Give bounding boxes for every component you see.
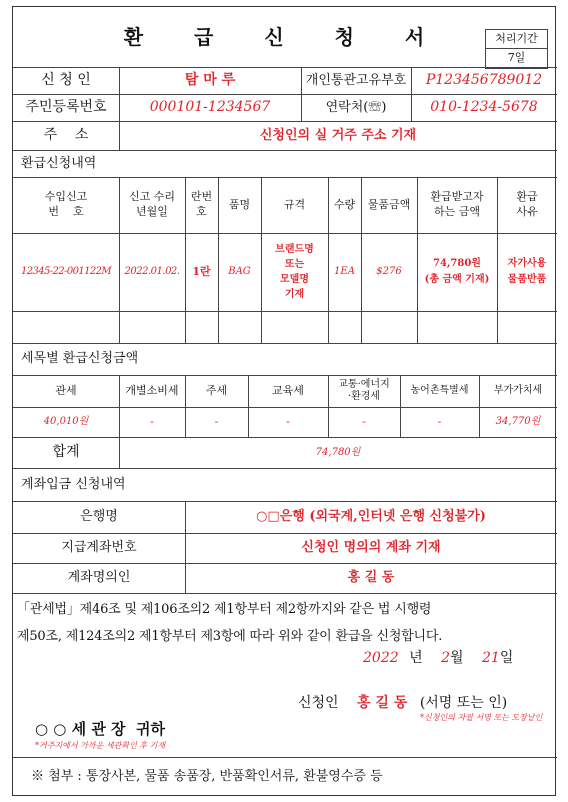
addressee: ○ ○ 세 관 장 귀하 [35, 720, 165, 738]
date-day: 21 [481, 650, 500, 666]
contact-label: 연락처(☏) [325, 99, 387, 115]
tax-value-rural-special: - [437, 414, 442, 428]
refund-header-line-number: 란번 호 [190, 190, 213, 218]
resident-number-label: 주민등록번호 [25, 99, 107, 116]
tax-details-section-title: 세목별 환급신청금액 [21, 351, 139, 367]
applicant-name-value: 탐 마 루 [184, 72, 236, 89]
refund-row-quantity: 1EA [334, 266, 355, 278]
refund-details-section-title: 환급신청내역 [21, 155, 97, 171]
refund-header-item-name: 품명 [228, 197, 251, 211]
account-number-value: 신청인 명의의 계좌 기재 [301, 540, 441, 556]
refund-header-requested-amount: 환급받고자 하는 금액 [430, 190, 484, 218]
tax-header-customs: 관세 [55, 383, 77, 397]
bank-name-value: ○□은행 (외국계,인터넷 은행 신청불가) [256, 509, 486, 525]
signature-note: *신청인의 자필 서명 또는 도장날인 [420, 713, 543, 722]
date-month: 2 [441, 650, 450, 666]
date-year: 2022 [363, 650, 399, 666]
account-holder-label: 계좌명의인 [67, 570, 131, 586]
refund-header-reason: 환급 사유 [516, 190, 538, 218]
refund-header-declaration-number: 수입신고 번 호 [44, 190, 88, 218]
tax-total-label: 합계 [52, 444, 80, 461]
date-day-unit: 일 [499, 650, 514, 666]
refund-header-quantity: 수량 [333, 197, 356, 211]
applicant-name-label: 신 청 인 [41, 72, 91, 89]
date-year-unit: 년 [409, 650, 423, 666]
signature-line [298, 692, 507, 712]
refund-row-line-number: 1란 [192, 264, 211, 278]
tax-header-transport-energy: 교통·에너지 ·환경세 [338, 379, 390, 402]
account-holder-value: 홍 길 동 [347, 570, 395, 586]
tax-value-liquor: - [214, 414, 219, 428]
bank-name-label: 은행명 [80, 509, 118, 525]
tax-value-individual-consumption: - [150, 414, 154, 428]
refund-row-item-name: BAG [228, 266, 251, 278]
declaration-date [363, 647, 513, 667]
declaration-line-2: 제50조, 제124조의2 제1항부터 제3항에 따라 위와 같이 환급을 신청합니다. [17, 628, 443, 644]
tax-header-individual-consumption: 개별소비세 [125, 383, 179, 397]
refund-row-requested-amount: 74,780원 (총 금액 기재) [424, 258, 490, 285]
attachments: ※ 첨부 : 통장사본, 물품 송품장, 반품확인서류, 환불영수증 등 [31, 769, 383, 785]
account-number-label: 지급계좌번호 [61, 540, 137, 556]
address-value: 신청인의 실 거주 주소 기재 [259, 127, 417, 143]
tax-value-customs: 40,010원 [43, 416, 89, 428]
processing-period-value: 7일 [507, 51, 526, 65]
tax-value-education: - [286, 414, 290, 428]
declaration-line-1: 「관세법」제46조 및 제106조의2 제1항부터 제2항까지와 같은 법 시행령 [17, 602, 432, 617]
refund-row-declaration-number: 12345-22-001122M [20, 266, 112, 278]
address-label: 주 소 [43, 127, 89, 144]
refund-header-acceptance-date: 신고 수리 년월일 [128, 190, 175, 218]
resident-number-value: 000101-1234567 [149, 99, 271, 116]
processing-period-box [485, 29, 548, 69]
signer-label: 신청인 [298, 695, 339, 711]
account-section-title: 계좌입금 신청내역 [21, 476, 126, 492]
tax-header-liquor: 주세 [205, 383, 228, 397]
date-month-unit: 월 [450, 650, 464, 666]
declaration-text [17, 601, 553, 645]
tax-header-rural-special: 농어촌특별세 [410, 385, 469, 397]
customs-code-label: 개인통관고유부호 [305, 72, 407, 88]
refund-row-reason: 자가사용 물품반품 [507, 258, 547, 285]
addressee-note: *거주지에서 가까운 세관확인 후 기재 [35, 741, 166, 750]
refund-header-spec: 규격 [283, 197, 306, 211]
tax-header-education: 교육세 [272, 383, 304, 397]
refund-row-spec: 브랜드명 또는 모델명 기재 [275, 244, 314, 300]
signature-suffix: (서명 또는 인) [419, 695, 508, 711]
tax-header-vat: 부가가치세 [493, 385, 543, 397]
processing-period-label: 처리기간 [486, 30, 547, 49]
refund-row-acceptance-date: 2022.01.02. [124, 266, 180, 278]
signer-name: 홍 길 동 [357, 695, 408, 711]
contact-value: 010-1234-5678 [430, 99, 538, 116]
tax-value-vat: 34,770원 [495, 416, 541, 428]
customs-code-value: P123456789012 [425, 72, 543, 89]
refund-application-form [12, 6, 556, 796]
form-title: 환 급 신 청 서 [123, 24, 447, 49]
refund-header-item-amount: 물품금액 [367, 197, 411, 211]
tax-total-value: 74,780원 [315, 446, 361, 458]
refund-row-item-amount: $276 [376, 266, 402, 278]
tax-value-transport-energy: - [362, 414, 366, 428]
